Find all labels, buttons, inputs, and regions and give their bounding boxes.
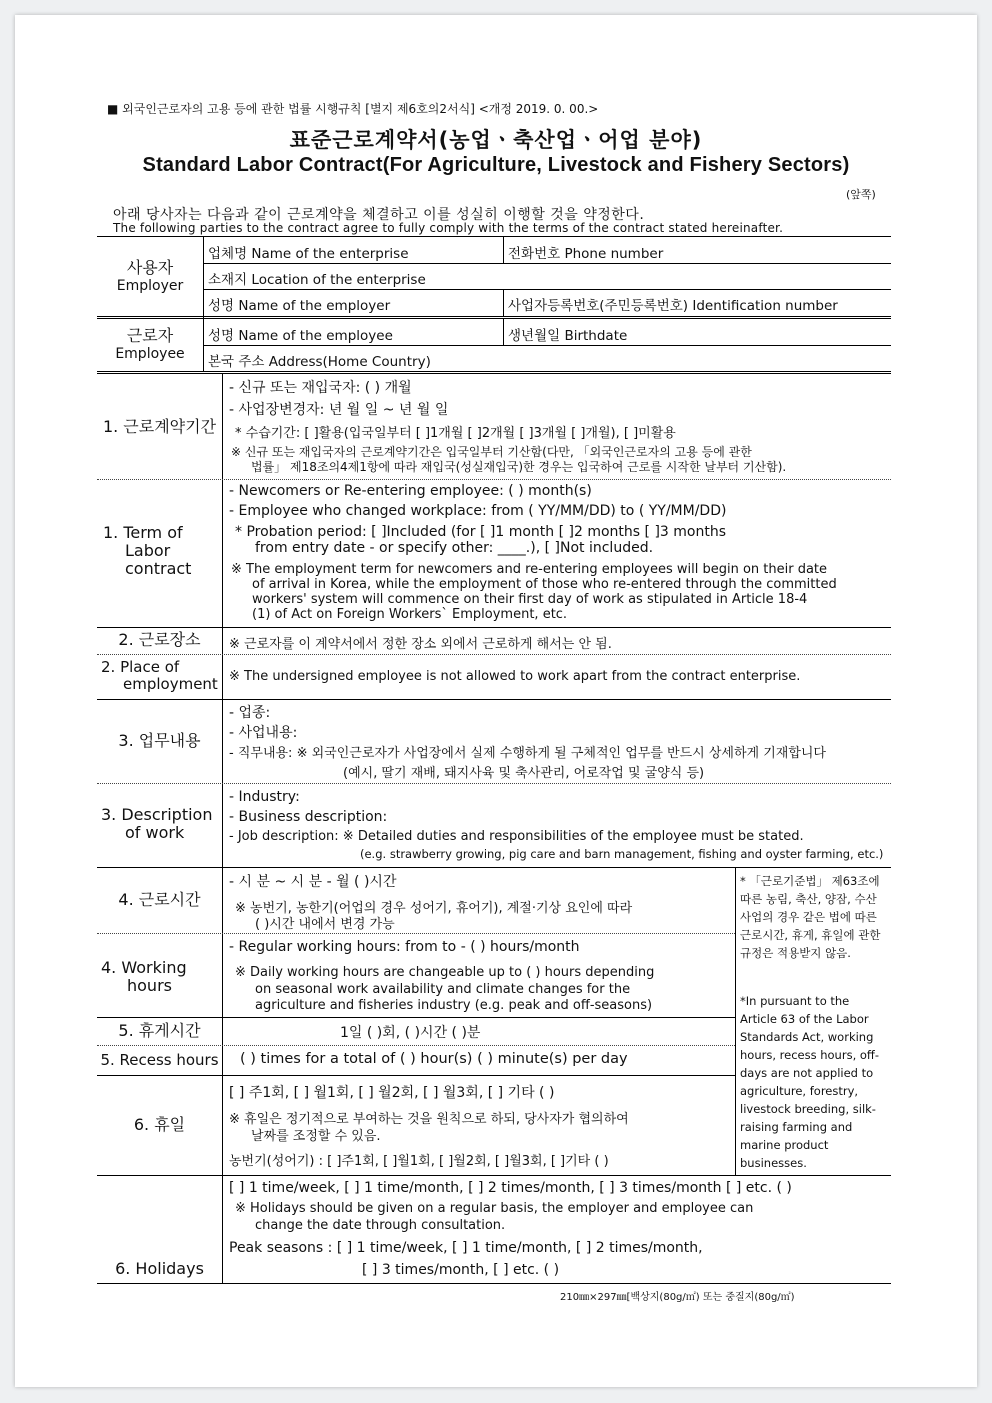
recess-en: ( ) times for a total of ( ) hour(s) ( ) minute(s) per day xyxy=(240,1051,628,1067)
dotted-divider xyxy=(97,1045,735,1046)
birthdate-field[interactable]: 생년월일 Birthdate xyxy=(508,328,628,344)
holidays-note-ko-1: ※ 휴일은 정기적으로 부여하는 것을 원칙으로 하되, 당사자가 협의하여 xyxy=(229,1112,629,1127)
job-ko-2: (예시, 딸기 재배, 돼지사육 및 축사관리, 어로작업 및 굴양식 등) xyxy=(343,766,705,781)
business-ko: - 사업내용: xyxy=(229,725,298,741)
row-line xyxy=(97,373,891,374)
section3-label-en xyxy=(97,806,226,842)
job-en-1: - Job description: ※ Detailed duties and responsibilities of the employee must be stated. xyxy=(229,829,804,844)
section1-label-en xyxy=(97,524,228,578)
page-side-label: (앞쪽) xyxy=(846,188,876,201)
job-en-2: (e.g. strawberry growing, pig care and barn management, fishing and oyster farming, etc.) xyxy=(360,847,884,861)
col-line xyxy=(203,236,204,371)
term-note-ko-2: 법률」 제18조의4제1항에 따라 재입국(성실재입국)한 경우는 입국하여 근로를 시작한 날부터 기산함). xyxy=(251,460,787,474)
section3-label-ko: 3. 업무내용 xyxy=(118,731,201,750)
section1-label-en-1: 1. Term of xyxy=(103,523,183,542)
working-hours-note-ko-2: ( )시간 내에서 변경 가능 xyxy=(255,917,395,932)
address-field[interactable]: 본국 주소 Address(Home Country) xyxy=(208,354,431,370)
intro-korean: 아래 당사자는 다음과 같이 근로계약을 체결하고 이를 성실히 이행할 것을 약정한다. xyxy=(113,207,645,223)
term-note-en-3: workers' system will commence on their first day of work as stipulated in Article 18-4 xyxy=(252,592,808,607)
col-line xyxy=(503,236,504,263)
job-ko-1: - 직무내용: ※ 외국인근로자가 사업장에서 실제 수행하게 될 구체적인 업무를 반드시 상세하게 기재합니다 xyxy=(229,746,826,761)
side-note-ko: * 「근로기준법」 제63조에 따른 농림, 축산, 양잠, 수산 사업의 경우 같은 법에 따른 근로시간, 휴게, 휴일에 관한 규정은 적용받지 않음. xyxy=(740,874,881,960)
holidays-ko: [ ] 주1회, [ ] 월1회, [ ] 월2회, [ ] 월3회, [ ] 기타 ( ) xyxy=(229,1085,555,1101)
employee-label-en: Employee xyxy=(115,346,185,362)
working-hours-en: - Regular working hours: from to - ( ) hours/month xyxy=(229,939,580,955)
title-korean: 표준근로계약서(농업ㆍ축산업ㆍ어업 분야) xyxy=(289,128,703,152)
phone-field[interactable]: 전화번호 Phone number xyxy=(508,246,664,262)
term-note-en-2: of arrival in Korea, while the employment of those who re-entered through the committed xyxy=(252,577,837,592)
term-note-en-4: (1) of Act on Foreign Workers` Employment, etc. xyxy=(252,607,568,622)
section2-label-en xyxy=(97,659,226,693)
place-note-ko: ※ 근로자를 이 계약서에서 정한 장소 외에서 근로하게 해서는 안 됨. xyxy=(229,637,612,652)
col-line xyxy=(735,867,736,1175)
section3-label-en-2: of work xyxy=(125,823,185,842)
contract-term-newcomer: - 신규 또는 재입국자: ( ) 개월 xyxy=(229,380,412,396)
working-hours-note-ko-1: ※ 농번기, 농한기(어업의 경우 성어기, 휴어기), 계절·기상 요인에 따라 xyxy=(235,901,633,916)
dotted-divider xyxy=(97,933,735,934)
section4-label-en-1: 4. Working xyxy=(101,958,187,977)
section2-label-ko: 2. 근로장소 xyxy=(118,630,201,649)
row-line xyxy=(203,345,891,346)
probation-en-2: from entry date - or specify other: ____.), [ ]Not included. xyxy=(255,540,654,556)
industry-ko: - 업종: xyxy=(229,705,271,721)
row-line xyxy=(97,627,891,628)
paper-spec-footer: 210㎜×297㎜[백상지(80g/㎡) 또는 중질지(80g/㎡) xyxy=(560,1292,795,1303)
employee-name-field[interactable]: 성명 Name of the employee xyxy=(208,328,393,344)
intro-english: The following parties to the contract agree to fully comply with the terms of the contract stated hereinafter. xyxy=(113,221,784,235)
peak-holidays-en-1: Peak seasons : [ ] 1 time/week, [ ] 1 time/month, [ ] 2 times/month, xyxy=(229,1240,703,1256)
working-hours-note-en-1: ※ Daily working hours are changeable up to ( ) hours depending xyxy=(235,965,655,980)
section3-label-en-1: 3. Description xyxy=(101,805,213,824)
row-line xyxy=(203,289,891,290)
dotted-divider xyxy=(97,783,891,784)
business-en: - Business description: xyxy=(229,809,388,825)
working-hours-note-en-2: on seasonal work availability and climate changes for the xyxy=(255,982,631,997)
section1-label-en-2: Labor xyxy=(125,541,171,560)
employee-label xyxy=(97,327,203,363)
holidays-en: [ ] 1 time/week, [ ] 1 time/month, [ ] 2 times/month, [ ] 3 times/month [ ] etc. ( ) xyxy=(229,1180,792,1196)
term-newcomer-en: - Newcomers or Re-entering employee: ( ) month(s) xyxy=(229,483,592,499)
term-note-ko-1: ※ 신규 또는 재입국자의 근로계약기간은 입국일부터 기산함(다만, 「외국인근로자의 고용 등에 관한 xyxy=(231,445,752,459)
section1-label-en-3: contract xyxy=(125,559,192,578)
dotted-divider xyxy=(97,654,891,655)
row-line xyxy=(97,316,891,317)
term-note-en-1: ※ The employment term for newcomers and re-entering employees will begin on their date xyxy=(231,562,828,577)
employer-label-en: Employer xyxy=(116,278,184,294)
recess-ko: 1일 ( )회, ( )시간 ( )분 xyxy=(340,1025,481,1041)
section5-label-en: 5. Recess hours xyxy=(100,1051,219,1069)
row-line xyxy=(97,371,891,372)
peak-holidays-ko: 농번기(성어기) : [ ]주1회, [ ]월1회, [ ]월2회, [ ]월3회, [ ]기타 ( ) xyxy=(229,1154,609,1169)
title-english: Standard Labor Contract(For Agriculture, Livestock and Fishery Sectors) xyxy=(142,154,850,176)
form-reference: ■ 외국인근로자의 고용 등에 관한 법률 시행규칙 [별지 제6호의2서식] <개정 2019. 0. 00.> xyxy=(107,102,599,116)
section4-label-en-2: hours xyxy=(127,976,172,995)
section6-label-ko: 6. 휴일 xyxy=(133,1115,186,1134)
dotted-divider xyxy=(97,479,891,480)
row-line xyxy=(97,867,891,868)
table-border xyxy=(97,236,891,237)
holidays-note-ko-2: 날짜를 조정할 수 있음. xyxy=(251,1129,381,1144)
probation-ko: * 수습기간: [ ]활용(입국일부터 [ ]1개월 [ ]2개월 [ ]3개월 [ ]개월), [ ]미활용 xyxy=(235,426,676,441)
section1-label-ko: 1. 근로계약기간 xyxy=(102,417,217,436)
identification-field[interactable]: 사업자등록번호(주민등록번호) Identification number xyxy=(508,298,838,314)
section2-label-en-1: 2. Place of xyxy=(101,658,180,676)
employer-label-ko: 사용자 xyxy=(126,258,174,277)
probation-en-1: * Probation period: [ ]Included (for [ ]1 month [ ]2 months [ ]3 months xyxy=(235,524,726,540)
section6-label-en: 6. Holidays xyxy=(115,1259,204,1278)
row-line xyxy=(97,699,891,700)
place-note-en: ※ The undersigned employee is not allowed to work apart from the contract enterprise. xyxy=(229,669,801,684)
section5-label-ko: 5. 휴게시간 xyxy=(118,1021,201,1040)
employer-label xyxy=(97,259,203,295)
term-changer-en: - Employee who changed workplace: from ( YY/MM/DD) to ( YY/MM/DD) xyxy=(229,503,727,519)
col-line xyxy=(503,318,504,345)
peak-holidays-en-2: [ ] 3 times/month, [ ] etc. ( ) xyxy=(362,1262,560,1278)
holidays-note-en-2: change the date through consultation. xyxy=(255,1218,506,1233)
row-line xyxy=(97,318,891,319)
employer-name-field[interactable]: 성명 Name of the employer xyxy=(208,298,391,314)
enterprise-name-field[interactable]: 업체명 Name of the enterprise xyxy=(208,246,409,262)
table-border xyxy=(97,1283,891,1284)
employee-label-ko: 근로자 xyxy=(126,326,174,345)
row-line xyxy=(97,1017,735,1018)
contract-term-changer: - 사업장변경자: 년 월 일 ~ 년 월 일 xyxy=(229,402,449,418)
row-line xyxy=(203,263,891,264)
row-line xyxy=(97,1175,891,1176)
col-line xyxy=(503,289,504,316)
section2-label-en-2: employment xyxy=(123,675,218,693)
working-hours-note-en-3: agriculture and fisheries industry (e.g. peak and off-seasons) xyxy=(255,998,653,1013)
industry-en: - Industry: xyxy=(229,789,300,805)
working-hours-ko: - 시 분 ~ 시 분 - 월 ( )시간 xyxy=(229,874,397,890)
holidays-note-en-1: ※ Holidays should be given on a regular basis, the employer and employee can xyxy=(235,1201,754,1216)
location-field[interactable]: 소재지 Location of the enterprise xyxy=(208,272,426,288)
row-line xyxy=(97,1075,735,1076)
section4-label-en xyxy=(97,959,226,995)
section4-label-ko: 4. 근로시간 xyxy=(118,890,201,909)
side-note-en: *In pursuant to the Article 63 of the Labor Standards Act, working hours, recess hours, off-days are not applied to agriculture, forestry, livestock breeding, silk-raising farming and marine product businesses. xyxy=(740,994,879,1170)
